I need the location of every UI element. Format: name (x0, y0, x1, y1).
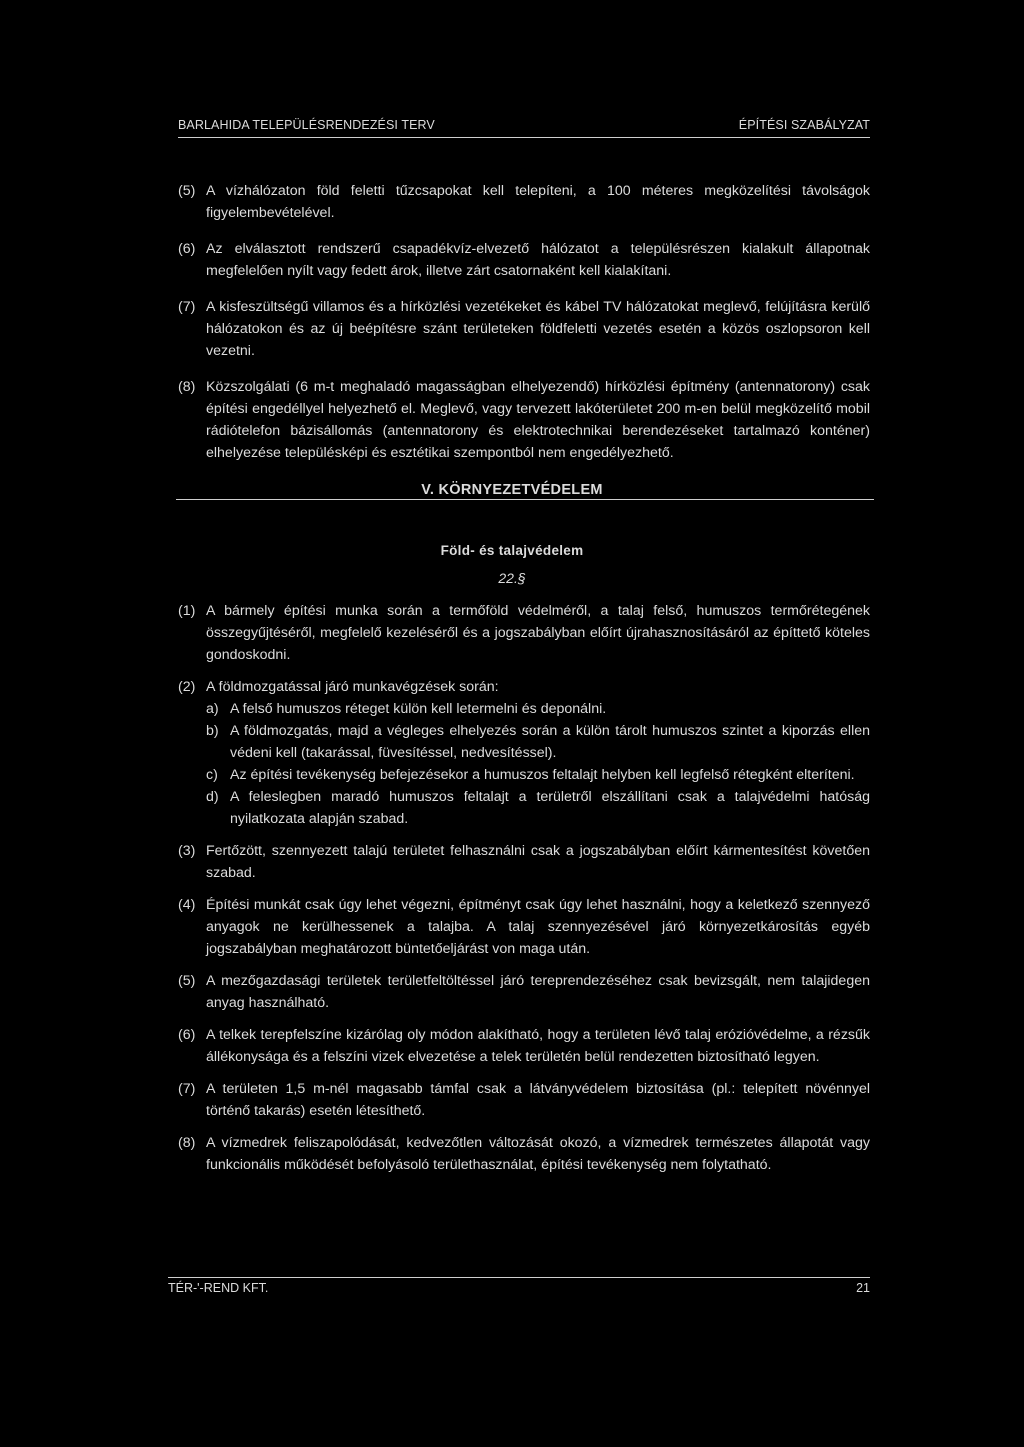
list-item (178, 600, 870, 666)
item-text: A telkek terepfelszíne kizárólag oly módon alakítható, hogy a területen lévő talaj erózióvédelme, a rézsűk állékonysága és a felszíni vizek elvezetése a telek területén belül rendezetten biztosítható legyen. (206, 1027, 870, 1065)
item-number: (1) (178, 603, 196, 619)
list-item (178, 1078, 870, 1122)
sub-item (206, 764, 870, 786)
sub-item (206, 698, 870, 720)
item-text: Közszolgálati (6 m-t meghaladó magasságban elhelyezendő) hírközlési építmény (antennatorony) csak építési engedéllyel helyezhető el. Meglevő, vagy tervezett lakóterületet 200 m-en belül megközelítő mobil rádiótelefon bázisállomás (antennatorony és elektrotechnikai berendezéseket tartalmazó konténer) elhelyezése településképi és esztétikai szempontból nem engedélyezhető. (206, 379, 870, 461)
item-number: (7) (178, 1081, 196, 1097)
item-text: Építési munkát csak úgy lehet végezni, építményt csak úgy lehet használni, hogy a keletkező szennyező anyagok ne kerülhessenek a talajba. A talaj szennyezésével járó környezetkárosítás egyéb jogszabályban meghatározott büntetőeljárást von maga után. (206, 897, 870, 957)
list-item (178, 676, 870, 830)
list-item (178, 376, 870, 464)
subsection-title: Föld- és talajvédelem (440, 543, 584, 558)
list-item (178, 296, 870, 362)
section-2-list (178, 600, 870, 1186)
list-item (178, 1132, 870, 1176)
item-number: (3) (178, 843, 196, 859)
chapter-title: V. KÖRNYEZETVÉDELEM (421, 482, 603, 498)
item-number: (4) (178, 897, 196, 913)
header-rule (178, 137, 870, 138)
page-number: 21 (856, 1281, 870, 1295)
item-text: Fertőzött, szennyezett talajú területet felhasználni csak a jogszabályban előírt kármentesítést követően szabad. (206, 843, 870, 881)
sub-item-text: A felső humuszos réteget külön kell letermelni és deponálni. (230, 701, 607, 717)
list-item (178, 180, 870, 224)
item-text: A földmozgatással járó munkavégzések során: (206, 679, 499, 695)
sub-item-text: A feleslegben maradó humuszos feltalajt a területről elszállítani csak a talajvédelmi hatóság nyilatkozata alapján szabad. (230, 789, 870, 827)
item-text: A kisfeszültségű villamos és a hírközlési vezetékeket és kábel TV hálózatokat meglevő, felújításra kerülő hálózatokon és az új beépítésre szánt területeken földfeletti vezetés esetén a közös oszlopsoron kell vezetni. (206, 299, 870, 359)
footer-rule (168, 1277, 870, 1278)
sub-item-letter: d) (206, 789, 219, 805)
item-text: A vízmedrek feliszapolódását, kedvezőtlen változását okozó, a vízmedrek természetes állapotát vagy funkcionális működését befolyásoló területhasználat, építési tevékenység nem folytatható. (206, 1135, 870, 1173)
sub-item-text: A földmozgatás, majd a végleges elhelyezés során a külön tárolt humuszos szintet a kiporzás ellen védeni kell (takarással, füvesítéssel, nedvesítéssel). (230, 723, 870, 761)
sub-item-letter: b) (206, 723, 219, 739)
item-number: (5) (178, 183, 196, 199)
list-item (178, 840, 870, 884)
list-item (178, 970, 870, 1014)
item-number: (2) (178, 679, 196, 695)
item-text: A bármely építési munka során a termőföld védelméről, a talaj felső, humuszos termőrétegének összegyűjtéséről, megfelelő kezeléséről és a jogszabályban előírt újrahasznosításáról az építtető köteles gondoskodni. (206, 603, 870, 663)
item-text: A vízhálózaton föld feletti tűzcsapokat kell telepíteni, a 100 méteres megközelítési távolságok figyelembevételével. (206, 183, 870, 221)
chapter-rule (176, 499, 874, 500)
item-text: A területen 1,5 m-nél magasabb támfal csak a látványvédelem biztosítása (pl.: telepített növénnyel történő takarás) esetén létesíthető. (206, 1081, 870, 1119)
list-item (178, 1024, 870, 1068)
sub-item-letter: a) (206, 701, 219, 717)
sub-item-text: Az építési tevékenység befejezésekor a humuszos feltalajt helyben kell legfelső rétegként elteríteni. (230, 767, 855, 783)
header-section: ÉPÍTÉSI SZABÁLYZAT (738, 118, 870, 132)
sub-item (206, 786, 870, 830)
item-number: (8) (178, 379, 196, 395)
footer-company: TÉR-'-REND KFT. (168, 1281, 269, 1295)
item-text: A mezőgazdasági területek területfeltöltéssel járó tereprendezéséhez csak bevizsgált, nem talajidegen anyag használható. (206, 973, 870, 1011)
item-number: (7) (178, 299, 196, 315)
header-title: BARLAHIDA TELEPÜLÉSRENDEZÉSI TERV (178, 118, 435, 132)
sub-item-letter: c) (206, 767, 218, 783)
item-number: (6) (178, 1027, 196, 1043)
item-text: Az elválasztott rendszerű csapadékvíz-elvezető hálózatot a településrészen kialakult állapotnak megfelelően nyílt vagy fedett árok, illetve zárt csatornaként kell kialakítani. (206, 241, 870, 279)
item-number: (6) (178, 241, 196, 257)
sub-item (206, 720, 870, 764)
item-number: (8) (178, 1135, 196, 1151)
paragraph-sign: 22.§ (498, 570, 526, 586)
list-item (178, 238, 870, 282)
section-1-list (178, 180, 870, 478)
item-number: (5) (178, 973, 196, 989)
list-item (178, 894, 870, 960)
